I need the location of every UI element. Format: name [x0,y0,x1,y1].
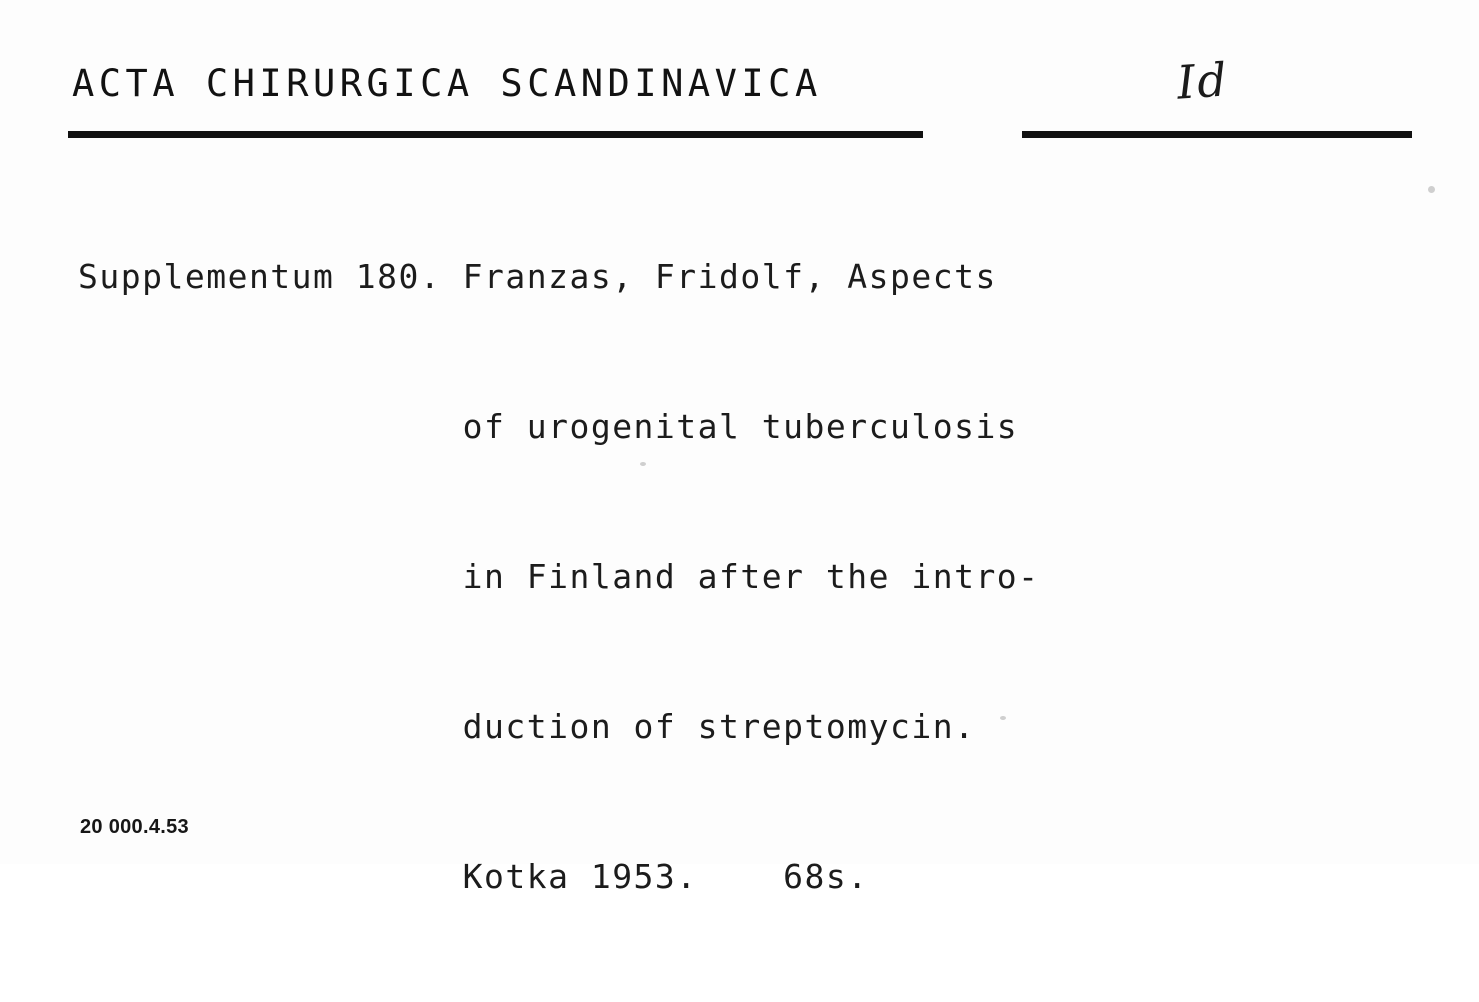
catalog-entry [78,152,1428,1002]
paper-speck [1000,716,1006,720]
entry-line: of urogenital tuberculosis [78,407,1019,446]
footer-print-code: 20 000.4.53 [80,816,189,838]
header-row [72,52,1412,132]
horizontal-rule-left [68,131,923,138]
entry-line: duction of streptomycin. [78,707,976,746]
paper-speck [1428,186,1435,193]
journal-title: ACTA CHIRURGICA SCANDINAVICA [72,62,822,105]
entry-line: Kotka 1953. 68s. [78,857,869,896]
entry-line: Supplementum 180. Franzas, Fridolf, Aspects [78,257,997,296]
handwritten-annotation: Id [1175,52,1231,110]
horizontal-rule-right [1022,131,1412,138]
entry-line: in Finland after the intro- [78,557,1040,596]
paper-speck [640,462,646,466]
